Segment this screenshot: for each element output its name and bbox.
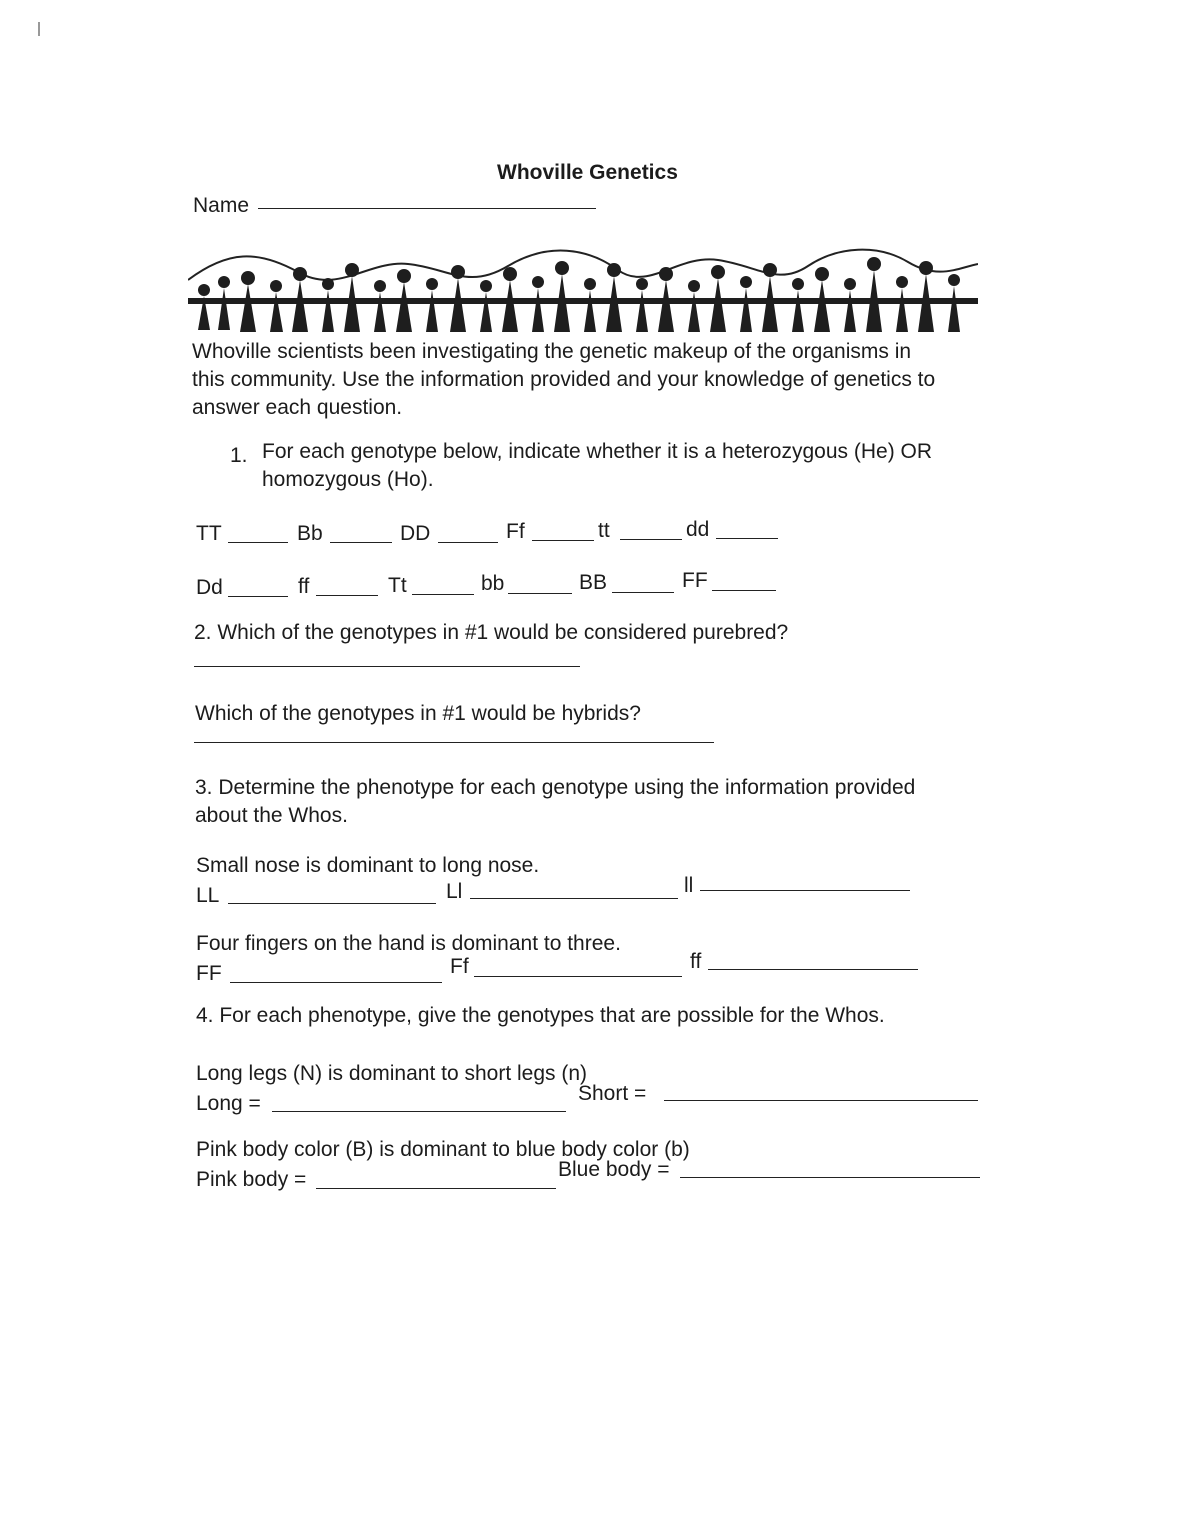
genotype-answer-field[interactable] [412, 594, 474, 595]
genotype-label: dd [686, 518, 710, 541]
genotype-label: ff [298, 575, 310, 598]
intro-paragraph [192, 338, 935, 422]
genotype-answer-field[interactable] [508, 593, 572, 594]
hybrids-answer-field[interactable] [194, 742, 714, 743]
genotype-label: FF [682, 569, 708, 592]
genotype-label: ll [684, 874, 694, 897]
genotype-label: bb [481, 572, 505, 595]
pink-body-answer-field[interactable] [316, 1188, 556, 1189]
body-color-statement: Pink body color (B) is dominant to blue body color (b) [196, 1138, 690, 1161]
phenotype-answer-field[interactable] [708, 969, 918, 970]
genotype-label: Ll [446, 880, 463, 903]
whos-figures [188, 257, 978, 332]
intro-line-1: Whoville scientists been investigating the genetic makeup of the organisms in [192, 340, 912, 363]
phenotype-answer-field[interactable] [228, 903, 436, 904]
intro-line-3: answer each question. [192, 396, 403, 419]
name-field[interactable] [258, 208, 596, 209]
short-legs-answer-field[interactable] [664, 1100, 978, 1101]
genotype-label: Bb [297, 522, 323, 545]
q3-line-2: about the Whos. [195, 804, 348, 827]
genotype-label: DD [400, 522, 431, 545]
q3-question [195, 774, 915, 830]
intro-line-2: this community. Use the information provided and your knowledge of genetics to [192, 368, 936, 391]
genotype-answer-field[interactable] [612, 592, 674, 593]
pink-body-label: Pink body = [196, 1168, 307, 1191]
genotype-label: Ff [450, 955, 469, 978]
genotype-label: BB [579, 571, 608, 594]
blue-body-label: Blue body = [558, 1158, 670, 1181]
q2-hybrids-question: Which of the genotypes in #1 would be hybrids? [195, 702, 641, 725]
name-label: Name [193, 194, 250, 217]
purebred-answer-field[interactable] [194, 666, 580, 667]
genotype-answer-field[interactable] [228, 596, 288, 597]
scan-mark [38, 22, 40, 36]
q2-question: 2. Which of the genotypes in #1 would be considered purebred? [194, 621, 789, 644]
genotype-answer-field[interactable] [330, 542, 392, 543]
genotype-label: Dd [196, 576, 223, 599]
genotype-label: LL [196, 884, 220, 907]
genotype-label: tt [598, 519, 610, 542]
fingers-statement: Four fingers on the hand is dominant to three. [196, 932, 621, 955]
short-legs-label: Short = [578, 1082, 647, 1105]
genotype-answer-field[interactable] [438, 542, 498, 543]
nose-statement: Small nose is dominant to long nose. [196, 854, 540, 877]
genotype-answer-field[interactable] [716, 538, 778, 539]
phenotype-answer-field[interactable] [230, 982, 442, 983]
long-legs-label: Long = [196, 1092, 261, 1115]
whos-banner-illustration [188, 240, 978, 338]
genotype-label: ff [690, 950, 702, 973]
q4-question: 4. For each phenotype, give the genotypes that are possible for the Whos. [196, 1004, 885, 1027]
phenotype-answer-field[interactable] [700, 890, 910, 891]
genotype-answer-field[interactable] [532, 540, 594, 541]
q1-line-2: homozygous (Ho). [262, 468, 434, 491]
q1-number: 1. [230, 444, 248, 467]
genotype-answer-field[interactable] [316, 595, 378, 596]
genotype-label: Ff [506, 520, 525, 543]
blue-body-answer-field[interactable] [680, 1177, 980, 1178]
genotype-label: Tt [388, 574, 407, 597]
phenotype-answer-field[interactable] [474, 976, 682, 977]
phenotype-answer-field[interactable] [470, 898, 678, 899]
page-title: Whoville Genetics [497, 161, 678, 184]
legs-statement: Long legs (N) is dominant to short legs (n) [196, 1062, 588, 1085]
genotype-label: FF [196, 962, 222, 985]
q1-line-1: For each genotype below, indicate whether it is a heterozygous (He) OR [262, 440, 933, 463]
genotype-label: TT [196, 522, 222, 545]
long-legs-answer-field[interactable] [272, 1111, 566, 1112]
q3-line-1: 3. Determine the phenotype for each genotype using the information provided [195, 776, 916, 799]
genotype-answer-field[interactable] [712, 590, 776, 591]
genotype-answer-field[interactable] [620, 539, 682, 540]
genotype-answer-field[interactable] [228, 542, 288, 543]
